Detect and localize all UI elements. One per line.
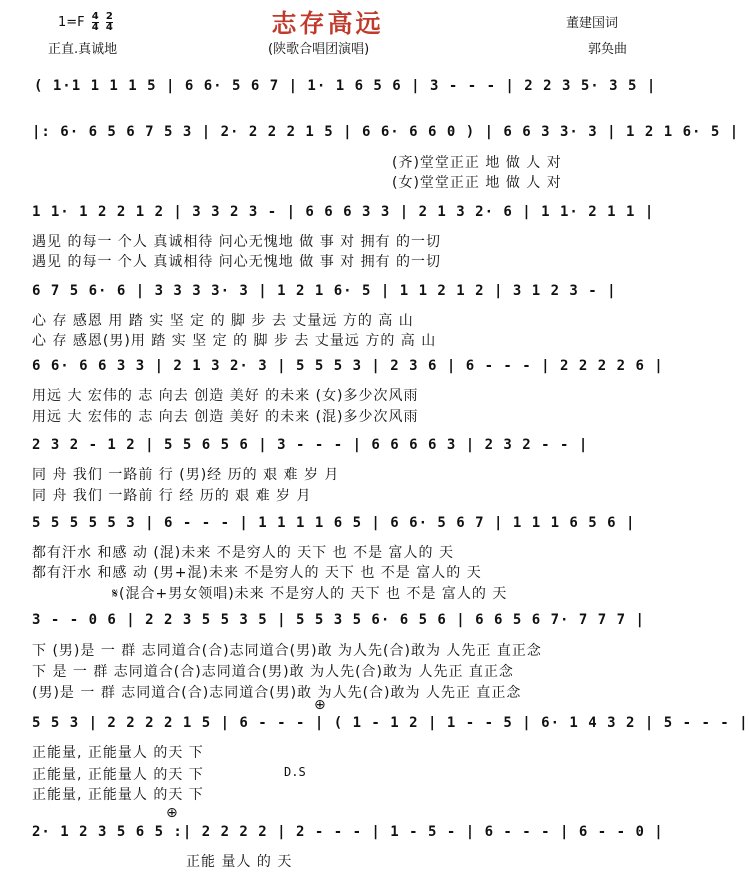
lyric-row-3-line-1: 心 存 感恩 用 踏 实 坚 定 的 脚 步 去 丈量远 方的 高 山 (32, 313, 414, 329)
notation-row-6: 5 5 5 5 5 3 | 6 - - - | 1 1 1 1 6 5 | 6 6· 5 6 7 | 1 1 1 6 5 6 | (32, 515, 636, 531)
lyric-row-7-line-1: 下 (男)是 一 群 志同道合(合)志同道合(男)敢 为人先(合)敢为 人先正 直正念 (32, 643, 542, 659)
time-signature-2: $\frac{2}{4}$ (105, 11, 113, 33)
lyric-row-6-line-3: 𝄋(混合+男女领唱)未来 不是穷人的 天下 也 不是 富人的 天 (112, 586, 508, 602)
performer: (陕歌合唱团演唱) (268, 42, 370, 57)
tempo-mark: 正直.真诚地 (48, 42, 118, 57)
notation-row-1: |: 6· 6 5 6 7 5 3 | 2· 2 2 2 1 5 | 6 6· 6 6 0 ) | 6 6 3 3· 3 | 1 2 1 6· 5 | (32, 124, 740, 140)
lyric-row-1-line-1: (齐)堂堂正正 地 做 人 对 (392, 155, 562, 171)
notation-row-4: 6 6· 6 6 3 3 | 2 1 3 2· 3 | 5 5 5 3 | 2 3 6 | 6 - - - | 2 2 2 2 6 | (32, 358, 664, 374)
lyric-row-8-line-1: 正能量, 正能量人 的天 下 (32, 745, 204, 761)
lyric-row-8-line-3: 正能量, 正能量人 的天 下 (32, 787, 204, 803)
key-text: 1=F (58, 15, 85, 30)
notation-row-8: 5 5 3 | 2 2 2 2 1 5 | 6 - - - | ( 1 - 1 2 | 1 - - 5 | 6· 1 4 3 2 | 5 - - - | (32, 715, 749, 731)
lyric-row-6-line-1: 都有汗水 和感 动 (混)未来 不是穷人的 天下 也 不是 富人的 天 (32, 545, 454, 561)
time-signature-1: $\frac{4}{4}$ (91, 11, 99, 33)
notation-row-5: 2 3 2 - 1 2 | 5 5 6 5 6 | 3 - - - | 6 6 6 6 3 | 2 3 2 - - | (32, 437, 589, 453)
lyricist: 董建国词 (566, 16, 619, 31)
lyric-row-4-line-1: 用远 大 宏伟的 志 向去 创造 美好 的未来 (女)多少次风雨 (32, 388, 419, 404)
key-signature (58, 12, 113, 33)
notation-row-2: 1 1· 1 2 2 1 2 | 3 3 2 3 - | 6 6 6 3 3 | 2 1 3 2· 6 | 1 1· 2 1 1 | (32, 204, 655, 220)
lyric-row-5-line-1: 同 舟 我们 一路前 行 (男)经 历的 艰 难 岁 月 (32, 467, 340, 483)
lyric-row-7-line-3: (男)是 一 群 志同道合(合)志同道合(男)敢 为人先(合)敢为 人先正 直正念 (32, 685, 522, 701)
lyric-row-6-line-2: 都有汗水 和感 动 (男+混)未来 不是穷人的 天下 也 不是 富人的 天 (32, 565, 482, 581)
lyric-row-4-line-2: 用远 大 宏伟的 志 向去 创造 美好 的未来 (混)多少次风雨 (32, 409, 419, 425)
notation-row-3: 6 7 5 6· 6 | 3 3 3 3· 3 | 1 2 1 6· 5 | 1 1 2 1 2 | 3 1 2 3 - | (32, 283, 617, 299)
lyric-row-7-line-2: 下 是 一 群 志同道合(合)志同道合(男)敢 为人先(合)敢为 人先正 直正念 (32, 664, 514, 680)
coda-icon: ⊕ (314, 697, 326, 713)
notation-row-9: 2· 1 2 3 5 6 5 :| 2 2 2 2 | 2 - - - | 1 - 5 - | 6 - - - | 6 - - 0 | (32, 824, 664, 840)
lyric-row-1-line-2: (女)堂堂正正 地 做 人 对 (392, 175, 562, 191)
dal-segno-mark: D.S (284, 765, 306, 779)
lyric-row-8-line-2: 正能量, 正能量人 的天 下 (32, 767, 204, 783)
lyric-row-2-line-1: 遇见 的每一 个人 真诚相待 问心无愧地 做 事 对 拥有 的一切 (32, 234, 442, 250)
lyric-row-3-line-2: 心 存 感恩(男)用 踏 实 坚 定 的 脚 步 去 丈量远 方的 高 山 (32, 333, 437, 349)
song-title: 志存高远 (271, 9, 384, 38)
notation-row-0: ( 1·1 1 1 1 5 | 6 6· 5 6 7 | 1· 1 6 5 6 | 3 - - - | 2 2 3 5· 3 5 | (34, 78, 657, 94)
notation-row-7: 3 - - 0 6 | 2 2 3 5 5 3 5 | 5 5 3 5 6· 6 5 6 | 6 6 5 6 7· 7 7 7 | (32, 612, 645, 628)
lyric-row-5-line-2: 同 舟 我们 一路前 行 经 历的 艰 难 岁 月 (32, 488, 312, 504)
composer: 郭奂曲 (588, 42, 628, 57)
lyric-row-9-line-1: 正能 量人 的 天 (186, 854, 293, 870)
lyric-row-2-line-2: 遇见 的每一 个人 真诚相待 问心无愧地 做 事 对 拥有 的一切 (32, 254, 442, 270)
coda-icon-2: ⊕ (166, 805, 178, 821)
